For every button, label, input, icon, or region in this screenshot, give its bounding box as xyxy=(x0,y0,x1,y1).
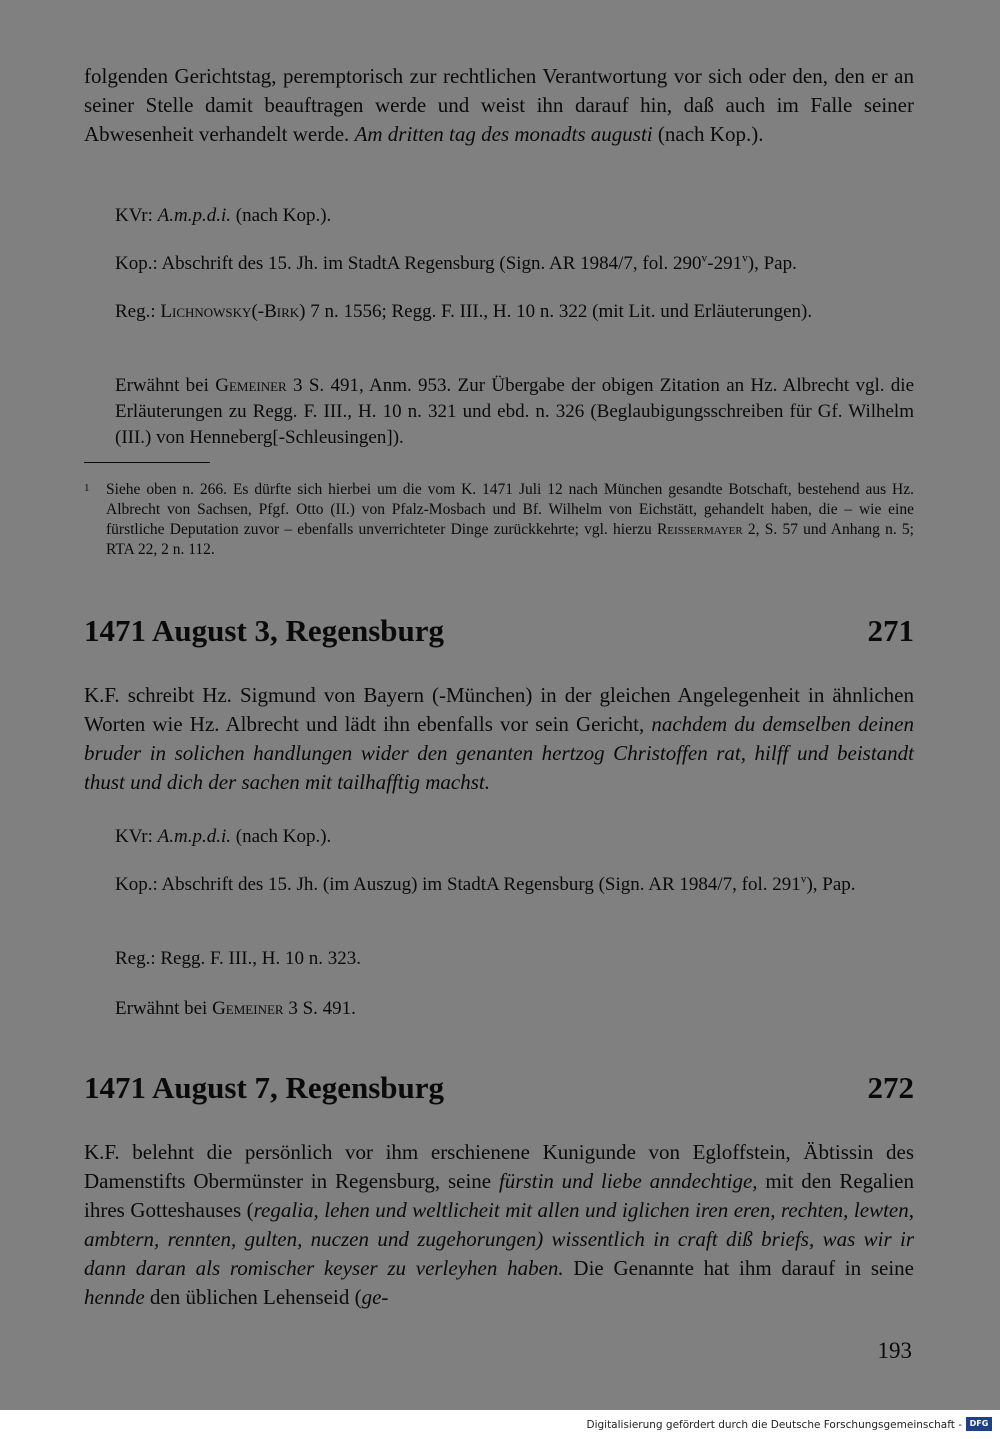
erw-rest: 3 S. 491. xyxy=(283,998,356,1019)
erw-rest: 3 S. 491, Anm. 953. Zur Übergabe der obigen Zitation an Hz. Albrecht vgl. die Erläuterungen zu Regg. F. III., H. 10 n. 321 und ebd. n. 326 (Beglaubigungsschreiben für Gf. Wilhelm (III.) von Henneberg[-Schleusingen]). xyxy=(115,375,915,448)
reg-author: Lichnowsky(-Birk) xyxy=(160,301,306,322)
footnote-body xyxy=(84,480,914,560)
kvr-label: KVr: xyxy=(115,205,158,226)
kop-text: Kop.: Abschrift des 15. Jh. (im Auszug) im StadtA Regensburg (Sign. AR 1984/7, fol. 291 xyxy=(115,874,801,895)
reg-note xyxy=(115,946,914,972)
entry-quote: regalia, lehen und weltlicheit mit allen und iglichen iren eren, rechten, lewten, ambtern, rennten, gulten, nuczen und zugehorungen) wissentlich in craft diß briefs, was wir ir dann daran als romischer keyser zu verleyhen haben. xyxy=(84,1198,914,1280)
kop-text: ), Pap. xyxy=(806,874,856,895)
footnote-author: Reissermayer xyxy=(656,521,743,538)
footnote-text: 2, S. 57 und Anhang n. 5; RTA 22, 2 n. 112. xyxy=(106,521,914,558)
kvr-note xyxy=(115,203,914,229)
kop-text: ), Pap. xyxy=(747,253,797,274)
entry-date: 1471 August 3, Regensburg xyxy=(84,613,444,648)
funding-credit: Digitalisierung gefördert durch die Deutsche Forschungsgemeinschaft - xyxy=(586,1419,962,1431)
erwaehnt-note xyxy=(115,373,914,451)
kop-note xyxy=(84,872,914,898)
continuation-paragraph xyxy=(84,62,914,149)
dfg-logo: DFG xyxy=(966,1417,992,1431)
entry-text: mit den Regalien ihres Gotteshauses ( xyxy=(84,1169,914,1222)
entry-quote: ge- xyxy=(361,1285,389,1309)
kvr-note xyxy=(115,824,914,850)
kvr-abbrev: A.m.p.d.i. xyxy=(157,826,232,847)
kop-note xyxy=(115,251,914,277)
erw-author: Gemeiner xyxy=(215,375,287,396)
entry-272-text xyxy=(84,1138,914,1312)
entry-quote: fürstin und liebe anndechtige, xyxy=(498,1169,758,1193)
paragraph-text: (nach Kop.). xyxy=(652,122,764,146)
digitization-footer xyxy=(0,1410,1000,1439)
entry-text: Die Genannte hat ihm darauf in seine xyxy=(563,1256,915,1280)
kvr-abbrev: A.m.p.d.i. xyxy=(157,205,232,226)
reg-note xyxy=(115,299,914,325)
kop-text: Kop.: Abschrift des 15. Jh. im StadtA Regensburg (Sign. AR 1984/7, fol. 290 xyxy=(115,253,702,274)
kvr-label: KVr: xyxy=(115,826,158,847)
erw-prefix: Erwähnt bei xyxy=(115,998,213,1019)
kvr-suffix: (nach Kop.). xyxy=(231,826,332,847)
erw-author: Gemeiner xyxy=(212,998,284,1019)
entry-number: 272 xyxy=(867,1070,914,1105)
footnote xyxy=(84,480,914,560)
reg-rest: 7 n. 1556; Regg. F. III., H. 10 n. 322 (mit Lit. und Erläuterungen). xyxy=(305,301,813,322)
erw-prefix: Erwähnt bei xyxy=(115,375,216,396)
entry-number: 271 xyxy=(867,613,914,648)
entry-heading-271 xyxy=(84,613,914,649)
entry-quote: hennde xyxy=(84,1285,145,1309)
kvr-suffix: (nach Kop.). xyxy=(231,205,332,226)
reg-text: Reg.: Regg. F. III., H. 10 n. 323. xyxy=(115,948,361,969)
reg-prefix: Reg.: xyxy=(115,301,161,322)
paragraph-quote: Am dritten tag des monadts augusti xyxy=(354,122,653,146)
erwaehnt-note xyxy=(115,996,914,1022)
kop-sup: v xyxy=(800,873,807,886)
entry-271-text xyxy=(84,681,914,797)
paragraph-text: folgenden Gerichtstag, peremptorisch zur rechtlichen Verantwortung vor sich oder den, den er an seiner Stelle damit beauftragen werde und weist ihn darauf hin, daß auch im Falle seiner Abwesenheit verhandelt werde. xyxy=(84,64,914,146)
entry-text: K.F. belehnt die persönlich vor ihm erschienene Kunigunde von Egloffstein, Äbtissin des Damenstifts Obermünster in Regensburg, seine xyxy=(84,1140,914,1193)
kop-text: -291 xyxy=(707,253,743,274)
entry-quote: nachdem du demselben deinen bruder in solichen handlungen wider den genanten hertzog Christoffen rat, hilff und beistandt thust und dich der sachen mit tailhafftig machst. xyxy=(84,712,914,794)
entry-date: 1471 August 7, Regensburg xyxy=(84,1070,444,1105)
footnote-number: 1 xyxy=(84,482,90,494)
footnote-divider xyxy=(84,462,210,463)
footnote-text: Siehe oben n. 266. Es dürfte sich hierbei um die vom K. 1471 Juli 12 nach München gesandte Botschaft, bestehend aus Hz. Albrecht von Sachsen, Pfgf. Otto (II.) von Pfalz-Mosbach und Bf. Wilhelm von Eichstätt, gehandelt haben, die – wie eine fürstliche Deputation zuvor – ebenfalls unverrichteter Dinge zurückkehrte; vgl. hierzu xyxy=(106,481,914,538)
page-number: 193 xyxy=(877,1338,912,1363)
entry-text: den üblichen Lehenseid ( xyxy=(144,1285,362,1309)
entry-heading-272 xyxy=(84,1070,914,1106)
entry-text: K.F. schreibt Hz. Sigmund von Bayern (-München) in der gleichen Angelegenheit in ähnlichen Worten wie Hz. Albrecht und lädt ihn ebenfalls vor sein Gericht, xyxy=(84,683,914,736)
kop-sup: v xyxy=(701,252,708,265)
kop-sup: v xyxy=(742,252,748,265)
